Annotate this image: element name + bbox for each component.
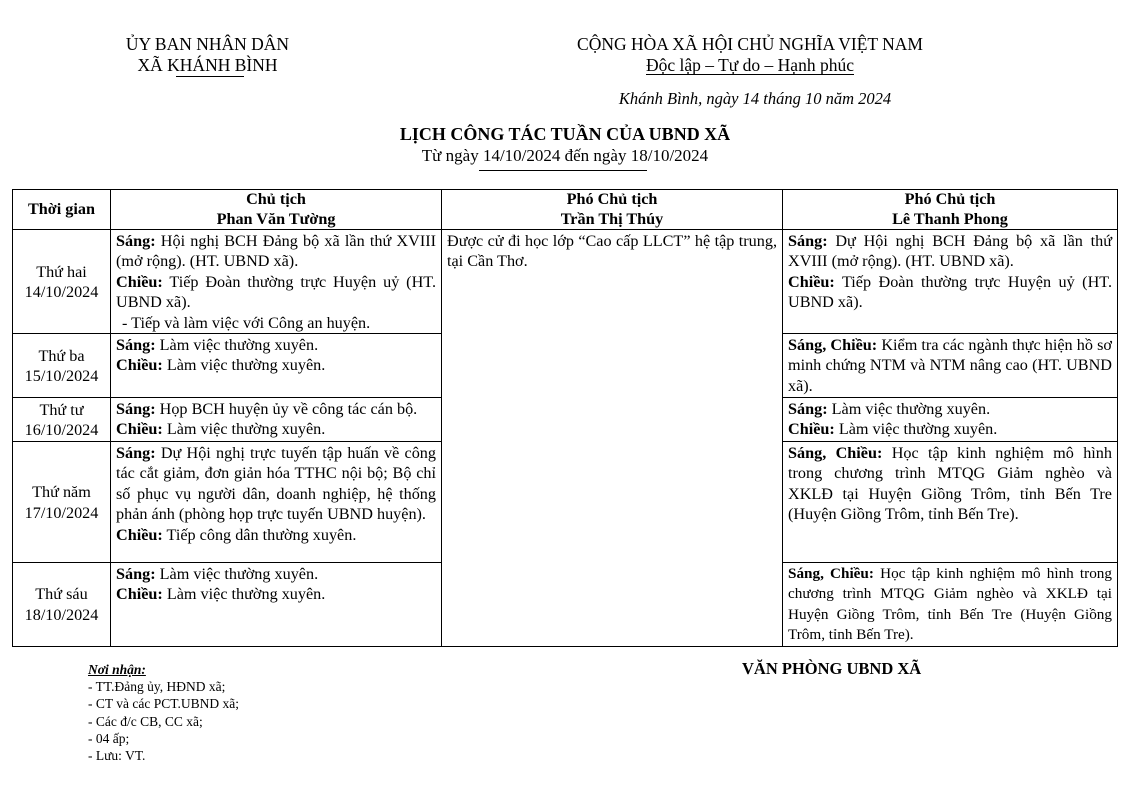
session-label: Chiều: [116,585,163,604]
recipients-title: Nơi nhận: [88,662,146,677]
header-chairman-name: Phan Văn Tường [216,209,336,228]
table-header-row [13,190,1118,230]
national-header [540,34,960,76]
table-row [13,230,1118,334]
vice-1-cell [442,230,783,647]
day-name: Thứ sáu [35,585,88,604]
session-text: Làm việc thường xuyên. [834,420,998,439]
session-text: Kiểm tra các ngành thực hiện hồ sơ minh chứng NTM và NTM nâng cao (HT. UBND xã). [788,336,1112,395]
recipient-item: - Các đ/c CB, CC xã; [88,713,203,729]
chairman-cell [111,230,442,334]
header-chairman [111,190,442,230]
session-label: Chiều: [116,272,163,291]
session-label: Sáng, Chiều: [788,444,883,463]
day-cell [13,442,111,563]
session-text: Hội nghị BCH Đảng bộ xã lần thứ XVIII (mở rộng). (HT. UBND xã). [116,232,436,271]
session-label: Chiều: [116,420,163,439]
day-name: Thứ tư [39,400,84,419]
session-label: Chiều: [788,420,835,439]
header-vice-2-role: Phó Chủ tịch [904,190,996,208]
session-label: Chiều: [116,356,163,375]
session-label: Sáng, Chiều: [788,336,878,355]
session-label: Sáng: [116,444,156,463]
session-text: Dự Hội nghị BCH Đảng bộ xã lần thứ XVIII (mở rộng). (HT. UBND xã). [788,232,1112,271]
recipient-item: - CT và các PCT.UBND xã; [88,696,239,712]
day-name: Thứ năm [32,483,91,502]
header-vice-2-name: Lê Thanh Phong [892,209,1008,228]
document-subtitle: Từ ngày 14/10/2024 đến ngày 18/10/2024 [421,146,709,165]
chairman-cell [111,398,442,442]
day-cell [13,230,111,334]
header-vice-2 [783,190,1118,230]
session-label: Sáng: [116,565,156,584]
session-text: Làm việc thường xuyên. [162,356,326,375]
session-text: Làm việc thường xuyên. [155,336,319,355]
day-date: 15/10/2024 [24,367,99,386]
session-label: Sáng, Chiều: [788,565,874,583]
header-vice-1-role: Phó Chủ tịch [566,190,658,208]
header-chairman-role: Chủ tịch [246,190,306,208]
vice-2-cell [783,398,1118,442]
session-text: Làm việc thường xuyên. [162,420,326,439]
document-title: LỊCH CÔNG TÁC TUẦN CỦA UBND XÃ [399,124,731,144]
day-cell [13,334,111,398]
signing-office: VĂN PHÒNG UBND XÃ [742,659,922,678]
session-text: Làm việc thường xuyên. [827,400,991,419]
subtitle-underline [479,170,647,171]
chairman-cell [111,334,442,398]
recipient-item: - 04 ấp; [88,730,130,746]
day-name: Thứ hai [36,262,87,281]
day-name: Thứ ba [38,346,85,365]
header-vice-1-name: Trần Thị Thúy [560,209,664,228]
bullet-item: - Tiếp và làm việc với Công an huyện. [122,313,371,332]
session-label: Sáng: [116,336,156,355]
session-text: Họp BCH huyện ủy về công tác cán bộ. [155,400,418,419]
chairman-cell [111,563,442,647]
header-time: Thời gian [13,190,111,230]
org-line-1: ỦY BAN NHÂN DÂN [125,34,290,54]
org-line-2: XÃ KHÁNH BÌNH [137,55,278,75]
day-cell [13,398,111,442]
recipient-item: - Lưu: VT. [88,748,146,764]
day-date: 18/10/2024 [24,605,99,624]
session-label: Sáng: [116,232,156,250]
chairman-cell [111,442,442,563]
day-date: 17/10/2024 [24,503,99,522]
issuing-org [95,34,320,76]
header-vice-1 [442,190,783,230]
session-text: Làm việc thường xuyên. [155,565,319,584]
session-text: Học tập kinh nghiệm mô hình trong chương trình MTQG Giảm nghèo và XKLĐ tại Huyện Giồng Trôm, tỉnh Bến Tre (Huyện Giồng Trôm, tỉnh Bến Tre). [788,565,1112,644]
vice-2-cell [783,334,1118,398]
session-label: Chiều: [788,272,835,291]
vice-2-cell [783,230,1118,334]
nation-motto: Độc lập – Tự do – Hạnh phúc [646,55,854,75]
session-label: Chiều: [116,525,163,544]
session-label: Sáng: [116,400,156,419]
session-text: Tiếp Đoàn thường trực Huyện uỷ (HT. UBND xã). [788,272,1112,312]
session-text: Tiếp công dân thường xuyên. [162,525,357,544]
day-date: 14/10/2024 [24,283,99,302]
session-text: Dự Hội nghị trực tuyến tập huấn về công tác cắt giảm, đơn giản hóa TTHC nội bộ; Bộ chỉ số phục vụ người dân, doanh nghiệp, hệ thống phản ánh (phòng họp trực tuyến UBND huyện). [116,444,436,524]
vice-2-cell [783,563,1118,647]
nation-line-1: CỘNG HÒA XÃ HỘI CHỦ NGHĨA VIỆT NAM [577,34,923,54]
vice-2-cell [783,442,1118,563]
schedule-table [12,189,1118,647]
day-date: 16/10/2024 [24,421,99,440]
recipients-block [88,661,239,764]
place-date: Khánh Bình, ngày 14 tháng 10 năm 2024 [618,89,892,108]
session-text: Học tập kinh nghiệm mô hình trong chương trình MTQG Giảm nghèo và XKLĐ tại Huyện Giồng Trôm, tỉnh Bến Tre (Huyện Giồng Trôm, tỉnh Bến Tre). [788,444,1112,524]
recipient-item: - TT.Đảng ủy, HĐND xã; [88,679,226,695]
session-text: Tiếp Đoàn thường trực Huyện uỷ (HT. UBND xã). [116,272,436,312]
vice-1-all-week: Được cử đi học lớp “Cao cấp LLCT” hệ tập trung, tại Cần Thơ. [447,232,777,271]
session-text: Làm việc thường xuyên. [162,585,326,604]
session-label: Sáng: [788,232,828,250]
session-label: Sáng: [788,400,828,419]
day-cell [13,563,111,647]
org-underline [176,76,244,77]
